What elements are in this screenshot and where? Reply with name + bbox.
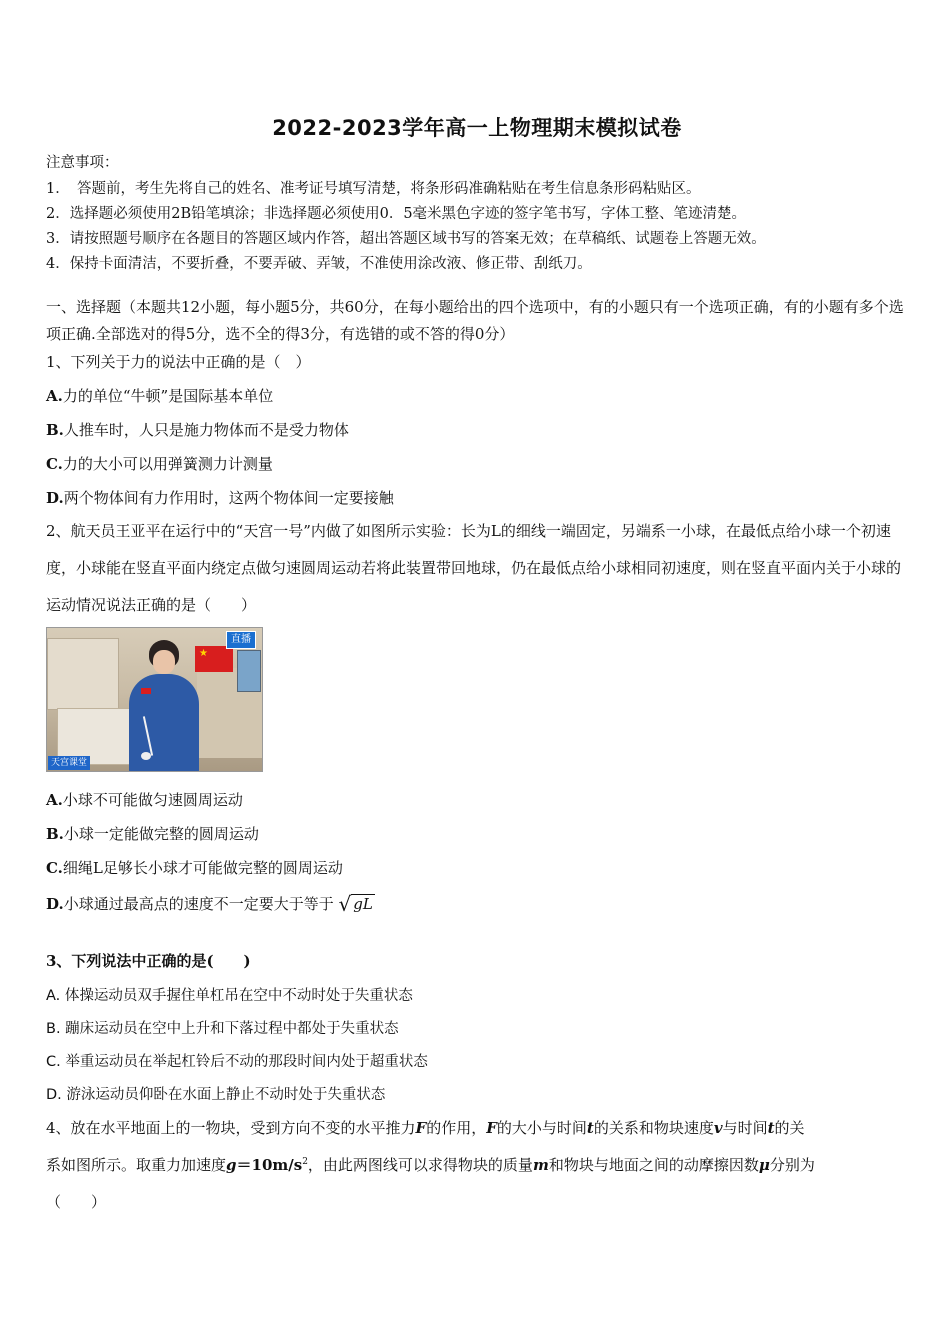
q3-option-d: D. 游泳运动员仰卧在水面上静止不动时处于失重状态 <box>46 1087 386 1103</box>
sqrt-formula: √ gL <box>338 892 373 916</box>
q4-stem-line-3: （ ） <box>46 1193 107 1211</box>
china-flag-icon: ★ <box>195 646 233 672</box>
section-heading: 一、选择题（本题共12小题，每小题5分，共60分，在每小题给出的四个选项中，有的小题只有一个选项正确，有的小题有多个选项正确.全部选对的得5分，选不全的得3分，有选错的或不答的得0分） <box>46 298 904 343</box>
q3-option-c: C. 举重运动员在举起杠铃后不动的那段时间内处于超重状态 <box>46 1054 428 1070</box>
q2-stem: 2、航天员王亚平在运行中的“天宫一号”内做了如图所示实验：长为L的细线一端固定，另端系一小球，在最低点给小球一个初速度，小球能在竖直平面内绕定点做匀速圆周运动若将此装置带回地球，仍在最低点给小球相同初速度，则在竖直平面内关于小球的运动情况说法正确的是（ ） <box>46 522 902 614</box>
notice-item-3: 3．请按照题号顺序在各题目的答题区域内作答，超出答题区域书写的答案无效；在草稿纸、试题卷上答题无效。 <box>46 231 766 247</box>
q1-stem: 1、下列关于力的说法中正确的是（ ） <box>46 353 311 371</box>
q4-stem-line-1: 4、放在水平地面上的一物块，受到方向不变的水平推力F的作用，F的大小与时间t的关系和物块速度v与时间t的关 <box>46 1119 805 1137</box>
q2-option-c: C.细绳L足够长小球才可能做完整的圆周运动 <box>46 859 343 877</box>
notice-item-2: 2．选择题必须使用2B铅笔填涂；非选择题必须使用0．5毫米黑色字迹的签字笔书写，字体工整、笔迹清楚。 <box>46 206 747 222</box>
q2-option-a: A.小球不可能做匀速圆周运动 <box>46 791 243 809</box>
q1-option-b: B.人推车时，人只是施力物体而不是受力物体 <box>46 421 349 439</box>
q2-option-d: D.小球通过最高点的速度不一定要大于等于 √ gL <box>46 892 373 916</box>
astronaut-figure <box>129 640 199 771</box>
notice-heading: 注意事项： <box>46 155 119 171</box>
q3-option-b: B. 蹦床运动员在空中上升和下落过程中都处于失重状态 <box>46 1021 399 1037</box>
q1-option-c: C.力的大小可以用弹簧测力计测量 <box>46 455 273 473</box>
ball-icon <box>141 752 151 760</box>
live-badge: 直播 <box>226 631 256 649</box>
q3-option-a: A. 体操运动员双手握住单杠吊在空中不动时处于失重状态 <box>46 988 413 1004</box>
page-title: 2022-2023学年高一上物理期末模拟试卷 <box>272 116 682 140</box>
notice-item-1: 1． 答题前，考生先将自己的姓名、准考证号填写清楚，将条形码准确粘贴在考生信息条形码粘贴区。 <box>46 181 701 197</box>
q2-option-b: B.小球一定能做完整的圆周运动 <box>46 825 259 843</box>
q4-stem-line-2: 系如图所示。取重力加速度$g=10m/s^2$，由此两图线可以求得物块的质量m和物块与地面之间的动摩擦因数μ分别为 <box>46 1156 815 1174</box>
q3-stem: 3、下列说法中正确的是( ) <box>46 952 251 970</box>
q1-option-a: A.力的单位“牛顿”是国际基本单位 <box>46 387 274 405</box>
tiangong-experiment-photo <box>46 627 263 772</box>
broadcast-logo: 天宫课堂 <box>48 756 90 770</box>
notice-item-4: 4．保持卡面清洁，不要折叠，不要弄破、弄皱，不准使用涂改液、修正带、刮纸刀。 <box>46 256 592 272</box>
q1-option-d: D.两个物体间有力作用时，这两个物体间一定要接触 <box>46 489 394 507</box>
